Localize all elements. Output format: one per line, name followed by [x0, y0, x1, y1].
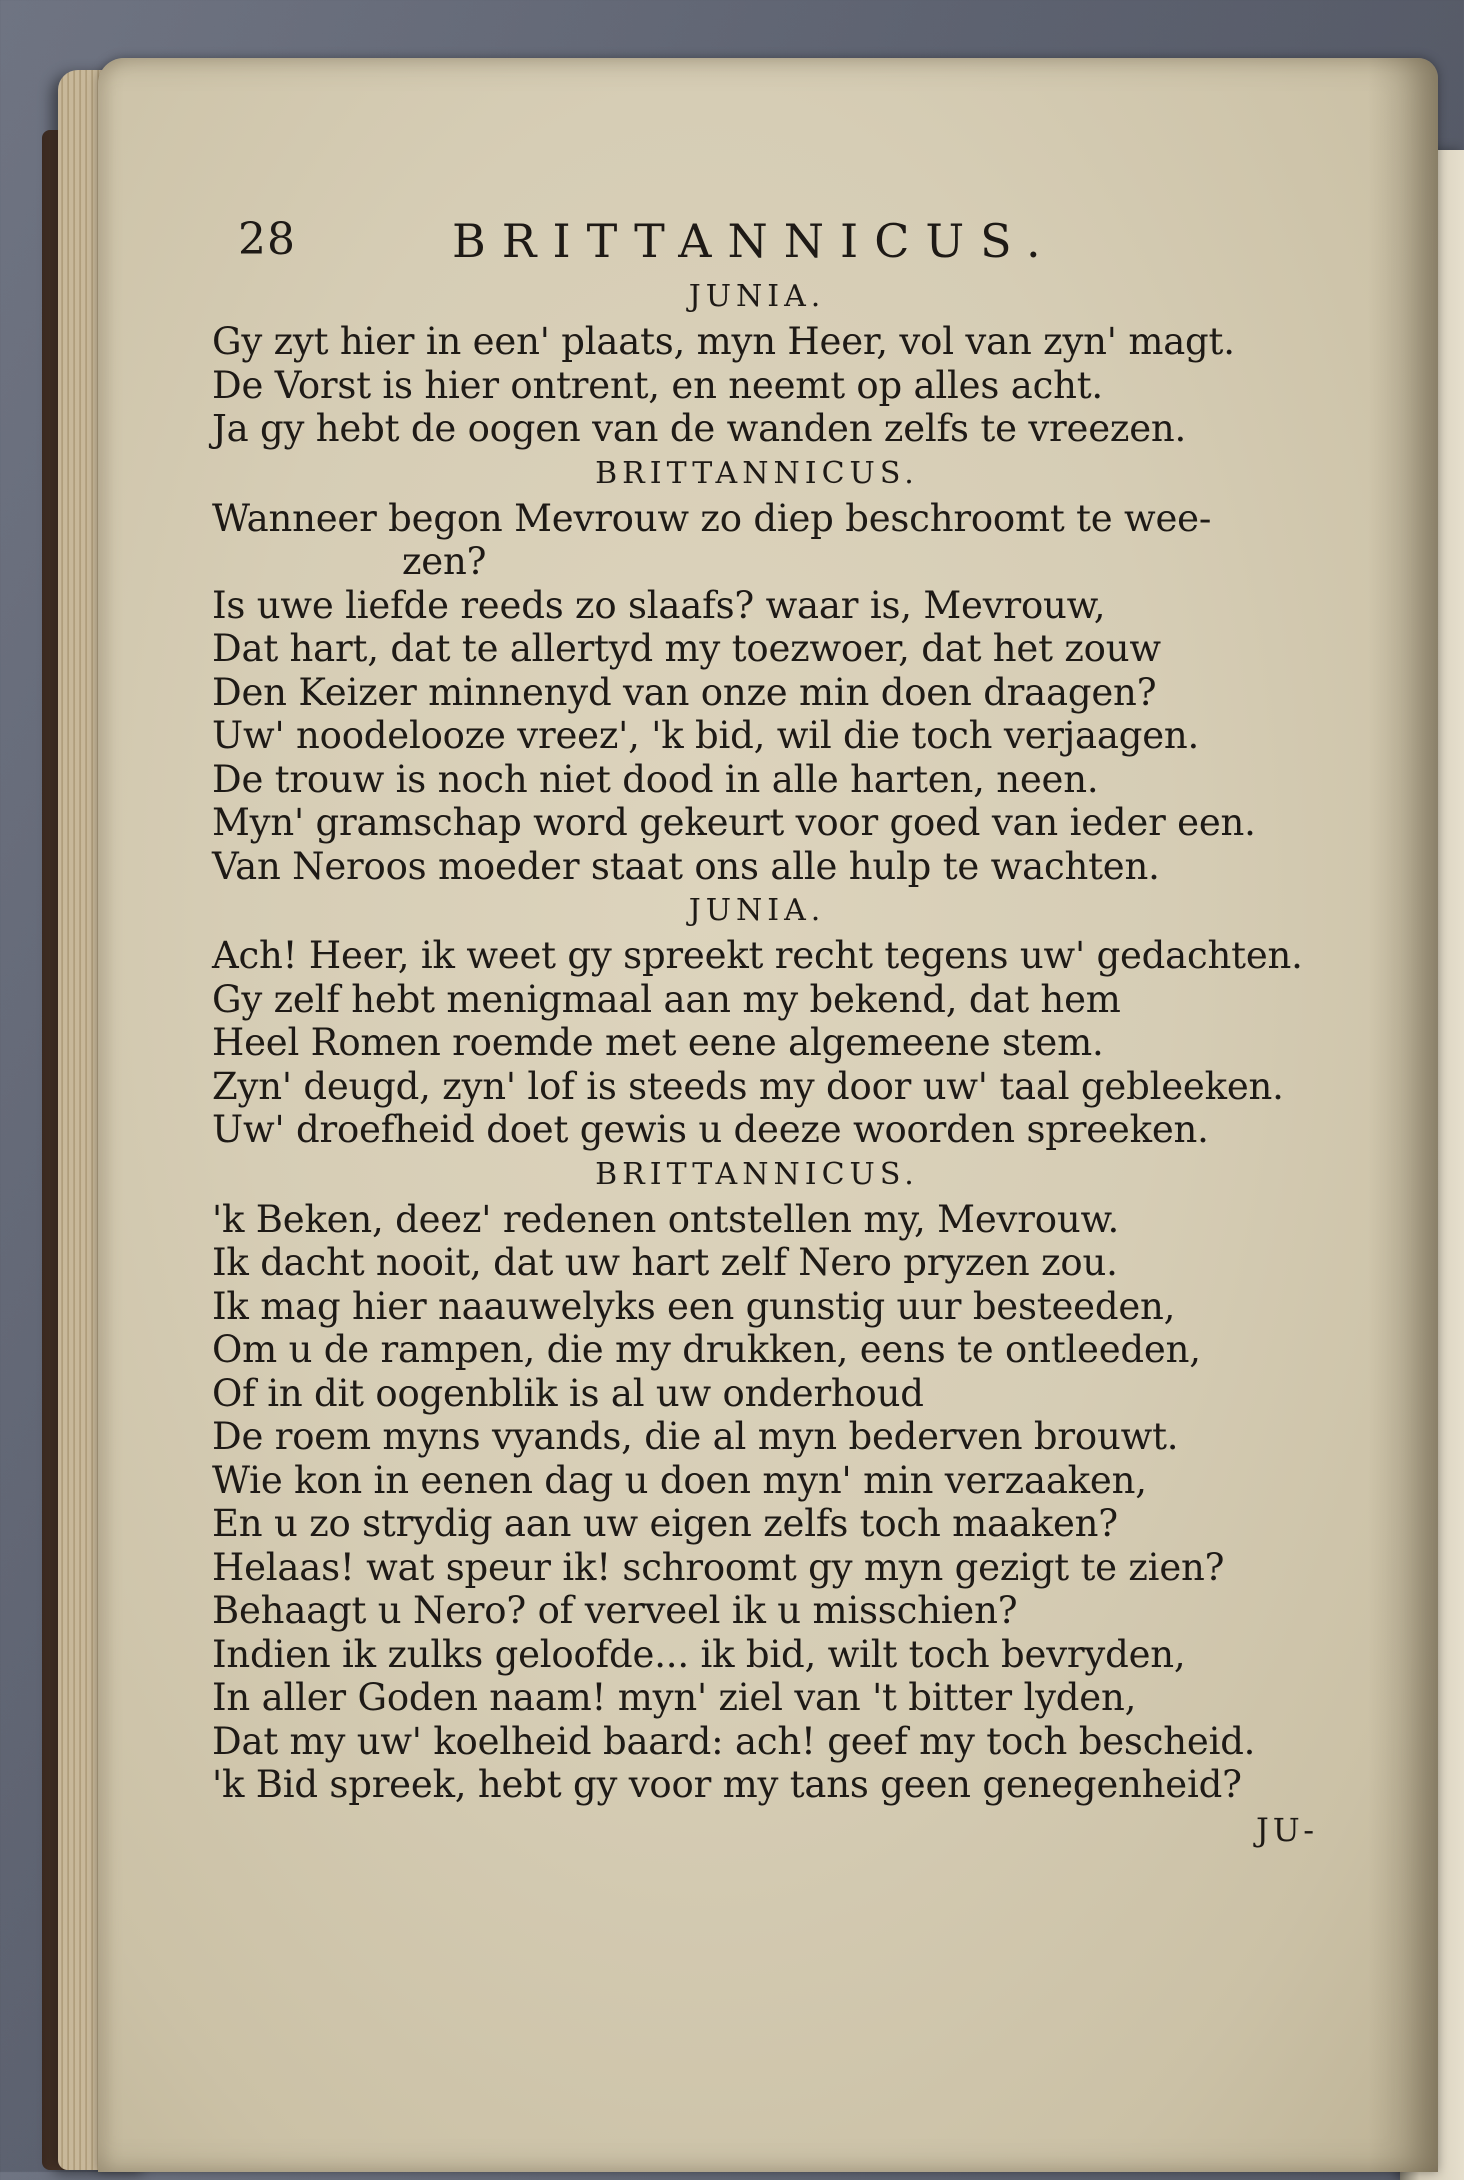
verse-line: Wie kon in eenen dag u doen myn' min verzaaken, [212, 1458, 1147, 1502]
verse-line: Ach! Heer, ik weet gy spreekt recht tegens uw' gedachten. [212, 934, 1303, 977]
verse-line: Gy zelf hebt menigmaal aan my bekend, dat hem [212, 977, 1121, 1021]
verse-line: Ja gy hebt de oogen van de wanden zelfs te vreezen. [212, 407, 1187, 450]
page-header [212, 208, 1342, 270]
verse-line: Gy zyt hier in een' plaats, myn Heer, vol van zyn' magt. [212, 320, 1235, 363]
verse-line: 'k Beken, deez' redenen ontstellen my, Mevrouw. [212, 1197, 1120, 1241]
verse-line: Van Neroos moeder staat ons alle hulp te wachten. [212, 844, 1160, 888]
page-text [212, 208, 1342, 1849]
verse-line: De Vorst is hier ontrent, en neemt op alles acht. [212, 363, 1103, 407]
verse-line: Dat hart, dat te allertyd my toezwoer, dat het zouw [212, 627, 1161, 670]
verse-line: In aller Goden naam! myn' ziel van 't bitter lyden, [212, 1676, 1137, 1719]
verse-line: Ik mag hier naauwelyks een gunstig uur besteeden, [212, 1284, 1176, 1328]
speaker-heading: BRITTANNICUS. [595, 1156, 919, 1192]
verse-line: Dat my uw' koelheid baard: ach! geef my toch bescheid. [212, 1719, 1256, 1763]
verse-line: Behaagt u Nero? of verveel ik u misschien? [212, 1589, 1018, 1632]
verse-line: Is uwe liefde reeds zo slaafs? waar is, Mevrouw, [212, 583, 1106, 627]
running-title: BRITTANNICUS. [452, 214, 1057, 268]
dialogue [212, 274, 1342, 1807]
verse-line: Indien ik zulks geloofde... ik bid, wilt toch bevryden, [212, 1632, 1186, 1676]
verse-line: Heel Romen roemde met eene algemeene stem. [212, 1021, 1104, 1064]
verse-line: Myn' gramschap word gekeurt voor goed van ieder een. [212, 801, 1256, 844]
verse-line: 'k Bid spreek, hebt gy voor my tans geen genegenheid? [212, 1763, 1242, 1806]
verse-line: Of in dit oogenblik is al uw onderhoud [212, 1371, 924, 1415]
speaker-heading: JUNIA. [688, 893, 826, 928]
speaker-heading: JUNIA. [688, 279, 826, 314]
verse-line: Uw' noodelooze vreez', 'k bid, wil die toch verjaagen. [212, 714, 1200, 757]
verse-line: Helaas! wat speur ik! schroomt gy myn gezigt te zien? [212, 1545, 1225, 1589]
page-gutter-shadow [1368, 58, 1438, 2172]
verse-line: Uw' droefheid doet gewis u deeze woorden spreeken. [212, 1108, 1209, 1151]
catchword: JU- [1255, 1810, 1318, 1849]
verse-line: zen? [402, 540, 487, 583]
speaker-heading: BRITTANNICUS. [595, 455, 919, 491]
verse-line: De trouw is noch niet dood in alle harten, neen. [212, 757, 1099, 801]
page-number: 28 [238, 214, 296, 265]
verse-line: Den Keizer minnenyd van onze min doen draagen? [212, 670, 1157, 714]
verse-line: En u zo strydig aan uw eigen zelfs toch maaken? [212, 1502, 1118, 1545]
verse-line: Om u de rampen, die my drukken, eens te ontleeden, [212, 1328, 1201, 1371]
verse-line: De roem myns vyands, die al myn bederven brouwt. [212, 1415, 1179, 1458]
verse-line: Ik dacht nooit, dat uw hart zelf Nero pryzen zou. [212, 1241, 1118, 1284]
verse-line: Wanneer begon Mevrouw zo diep beschroomt te wee- [212, 496, 1212, 540]
verse-line: Zyn' deugd, zyn' lof is steeds my door uw' taal gebleeken. [212, 1064, 1284, 1108]
